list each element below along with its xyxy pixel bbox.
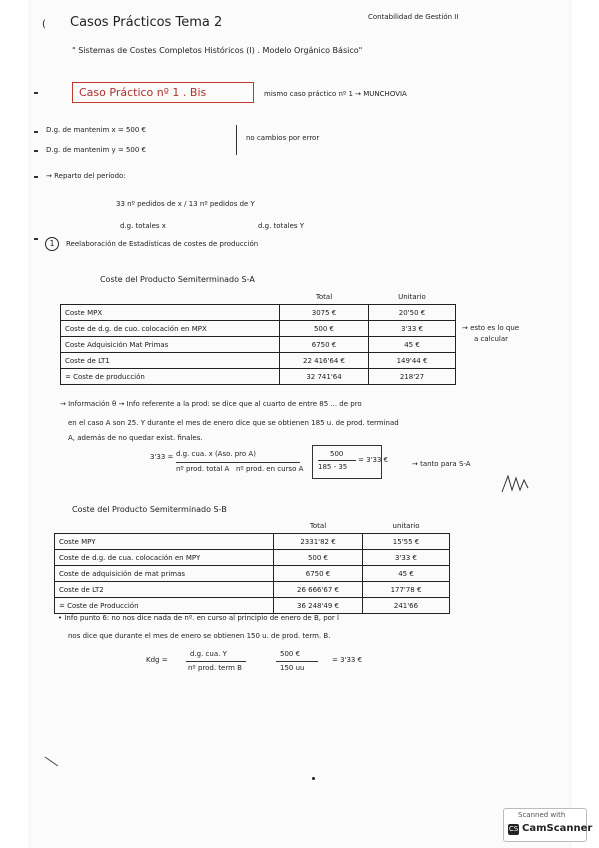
row-unit: 20'50 € (369, 305, 456, 321)
row-total: 6750 € (274, 566, 363, 582)
case-note: mismo caso práctico nº 1 → MUNCHOVIA (264, 90, 407, 98)
formula-lhs: Kdg = (146, 656, 168, 664)
row-total: 22 416'64 € (280, 353, 369, 369)
row-total: 500 € (274, 550, 363, 566)
formula-numerator: d.g. cua. x (Aso. pro A) (176, 450, 256, 458)
fraction-bar (176, 462, 300, 463)
explanation-line: en el caso A son 25. Y durante el mes de enero dice que se obtienen 185 u. de prod. terminad (68, 419, 399, 427)
table-row (61, 353, 456, 369)
margin-mark (34, 150, 38, 152)
row-label: = Coste de Producción (55, 598, 274, 614)
table-a (60, 289, 456, 385)
row-label: Coste de adquisición de mat primas (55, 566, 274, 582)
reparto-heading: → Reparto del período: (46, 172, 126, 180)
formula-result: = 3'33 € (332, 656, 363, 664)
table-row (61, 321, 456, 337)
scanner-badge-name: CamScanner (522, 823, 593, 834)
margin-mark (34, 131, 38, 133)
scanner-badge (503, 808, 593, 842)
table-row (55, 534, 450, 550)
row-total: 3075 € (280, 305, 369, 321)
table-b-title: Coste del Producto Semiterminado S-B (72, 505, 227, 514)
case-label: Caso Práctico nº 1 . Bis (79, 86, 207, 99)
row-label: Coste Adquisición Mat Primas (61, 337, 280, 353)
margin-mark (34, 238, 38, 240)
row-label: = Coste de producción (61, 369, 280, 385)
formula-denominator: nº prod. en curso A (236, 465, 304, 473)
brace-note: no cambios por error (246, 134, 320, 142)
row-unit: 3'33 € (369, 321, 456, 337)
table-row (61, 369, 456, 385)
row-total: 26 666'67 € (274, 582, 363, 598)
section-number: 1 (45, 237, 59, 251)
table-b-header-unit: unitario (392, 521, 420, 530)
row-label: Coste de LT2 (55, 582, 274, 598)
signature-scribble (500, 472, 530, 496)
fraction-bar (186, 661, 246, 662)
row-total: 32 741'64 (280, 369, 369, 385)
row-unit: 45 € (369, 337, 456, 353)
row-total: 36 248'49 € (274, 598, 363, 614)
table-a-header-total: Total (315, 292, 333, 301)
row-unit: 45 € (363, 566, 450, 582)
row-unit: 149'44 € (369, 353, 456, 369)
page-marker: ( (42, 19, 46, 30)
ratio-sub-x: d.g. totales x (120, 222, 166, 230)
formula-denominator: nº prod. term B (188, 664, 242, 672)
formula-numerator: d.g. cua. Y (190, 650, 227, 658)
fraction-bar (318, 460, 356, 461)
explanation-line: nos dice que durante el mes de enero se obtienen 150 u. de prod. term. B. (68, 632, 331, 640)
ink-dot (312, 777, 315, 780)
row-unit: 177'78 € (363, 582, 450, 598)
row-unit: 15'55 € (363, 534, 450, 550)
subject-label: Contabilidad de Gestión II (368, 13, 459, 21)
box-numerator: 500 (330, 450, 344, 458)
formula-mid-numerator: 500 € (280, 650, 301, 658)
formula-denominator: nº prod. total A (176, 465, 230, 473)
side-note: a calcular (474, 335, 508, 343)
section-title: Reelaboración de Estadísticas de costes de producción (66, 240, 259, 248)
table-b-header-total: Total (309, 521, 327, 530)
table-a-title: Coste del Producto Semiterminado S-A (100, 275, 255, 284)
formula-mid-denominator: 150 uu (280, 664, 305, 672)
ratio-sub-y: d.g. totales Y (258, 222, 305, 230)
subtitle: " Sistemas de Costes Completos Históricos (I) . Modelo Orgánico Básico" (72, 46, 363, 55)
dif-y-line: D.g. de mantenim y = 500 € (46, 146, 147, 154)
scanner-badge-caption: Scanned with (518, 811, 566, 819)
row-label: Coste MPX (61, 305, 280, 321)
side-note: → esto es lo que (462, 324, 520, 332)
box-result: = 3'33 € (358, 456, 389, 464)
table-row (55, 566, 450, 582)
row-total: 2331'82 € (274, 534, 363, 550)
table-a-header-unit: Unitario (398, 292, 426, 301)
row-label: Coste de d.g. de cua. colocación en MPY (55, 550, 274, 566)
pen-mark (44, 756, 60, 768)
case-label-box (72, 82, 254, 103)
explanation-line: • Info punto 6: no nos dice nada de nº. en curso al principio de enero de B, por l (58, 614, 339, 622)
dif-x-line: D.g. de mantenim x = 500 € (46, 126, 147, 134)
fraction-bar (276, 661, 318, 662)
table-row (55, 598, 450, 614)
table-row (55, 550, 450, 566)
row-unit: 218'27 (369, 369, 456, 385)
row-label: Coste de LT1 (61, 353, 280, 369)
row-total: 6750 € (280, 337, 369, 353)
margin-mark (34, 92, 38, 94)
ratio-line: 33 nº pedidos de x / 13 nº pedidos de Y (116, 200, 255, 208)
table-b (54, 518, 450, 614)
formula-lhs: 3'33 = (150, 453, 174, 461)
camscanner-logo-icon: CS (508, 825, 519, 833)
explanation-line: A, además de no quedar exist. finales. (68, 434, 203, 442)
row-total: 500 € (280, 321, 369, 337)
margin-mark (34, 176, 38, 178)
row-label: Coste MPY (55, 534, 274, 550)
table-row (61, 337, 456, 353)
page-title: Casos Prácticos Tema 2 (70, 15, 223, 30)
box-denominator: 185 - 35 (318, 463, 348, 471)
row-unit: 241'66 (363, 598, 450, 614)
brace (236, 125, 243, 155)
row-label: Coste de d.g. de cuo. colocación en MPX (61, 321, 280, 337)
row-unit: 3'33 € (363, 550, 450, 566)
explanation-line: → Información θ → Info referente a la prod: se dice que al cuarto de entre 85 ... de pro (60, 400, 362, 408)
table-row (55, 582, 450, 598)
table-row (61, 305, 456, 321)
arrow-note: → tanto para S-A (412, 460, 471, 468)
